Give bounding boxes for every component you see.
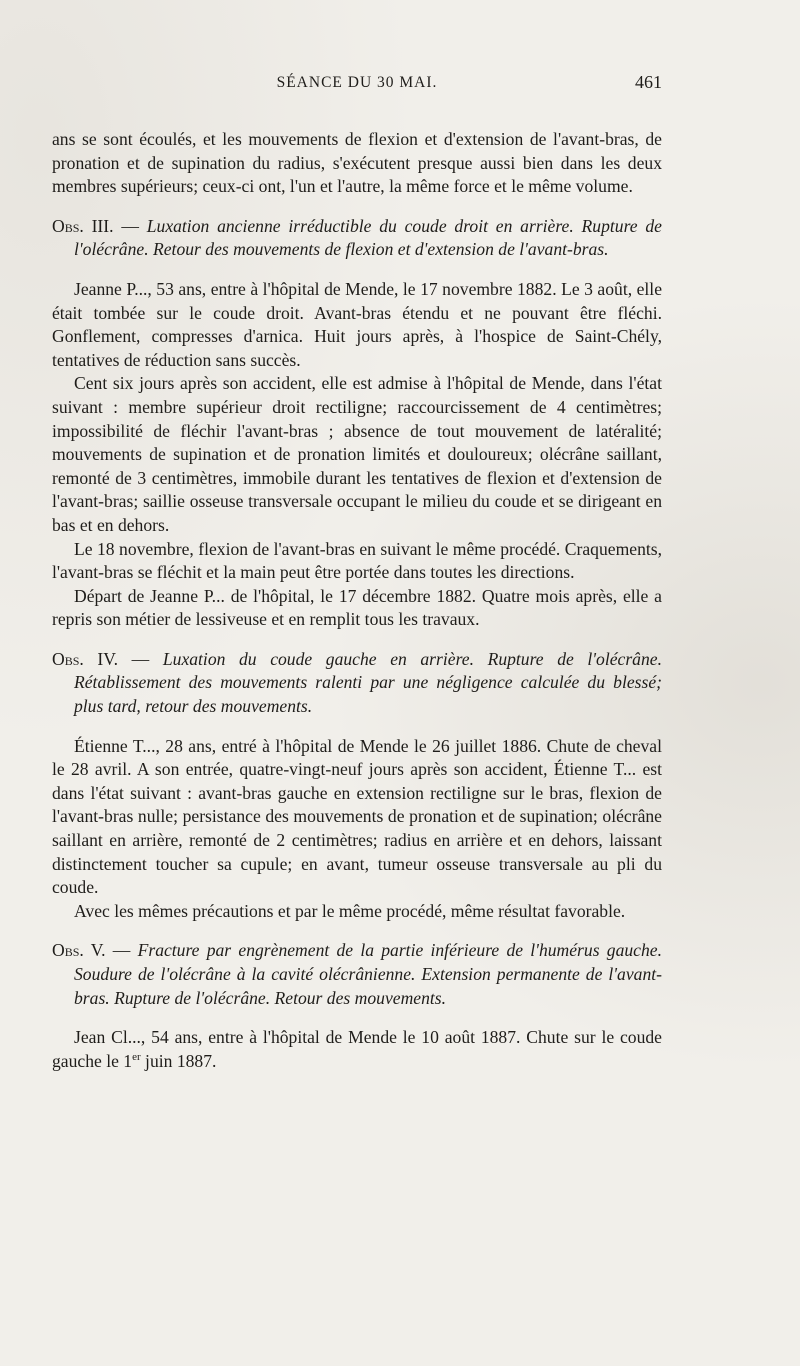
observation-title: Luxation ancienne irréductible du coude droit en arrière. Rupture de l'olécrâne. Retour des mouvements de flexion et d'extension de l'avant-bras.: [74, 215, 662, 260]
text-run: Jean Cl..., 54 ans, entre à l'hôpital de Mende le 10 août 1887. Chute sur le coude gauche le 1: [52, 1027, 662, 1071]
observation-heading-3: [52, 215, 662, 262]
paragraph-continuation: ans se sont écoulés, et les mouvements de flexion et d'extension de l'avant-bras, de pronation et de supination du radius, s'exécutent presque aussi bien dans les deux membres supérieurs; ceux-ci ont, l'un et l'autre, la même force et le même volume.: [52, 129, 662, 197]
observation-heading-5: [52, 939, 662, 1010]
running-header: [52, 74, 662, 104]
header-title: SÉANCE DU 30 MAI.: [276, 74, 438, 91]
paragraph: Jeanne P..., 53 ans, entre à l'hôpital de Mende, le 17 novembre 1882. Le 3 août, elle était tombée sur le coude droit. Avant-bras étendu et ne pouvant être fléchi. Gonflement, compresses d'arnica. Huit jours après, à l'hospice de Saint-Chély, tentatives de réduction sans succès.: [52, 278, 662, 370]
observation-title: Luxation du coude gauche en arrière. Rupture de l'olécrâne. Rétablissement des mouvements ralenti par une négligence calculée du blessé; plus tard, retour des mouvements.: [74, 648, 662, 717]
text-run: juin 1887.: [140, 1050, 217, 1071]
observation-title: Fracture par engrènement de la partie inférieure de l'humérus gauche. Soudure de l'olécrâne à la cavité olécrânienne. Extension permanente de l'avant-bras. Rupture de l'olécrâne. Retour des mouvements.: [74, 940, 662, 1008]
observation-label: Obs. IV. —: [52, 648, 150, 669]
page-number: 461: [635, 72, 662, 92]
observation-heading-4: [52, 648, 662, 719]
paragraph: [52, 1026, 662, 1073]
body-text: [52, 128, 662, 1073]
superscript: er: [132, 1050, 141, 1063]
paragraph: Le 18 novembre, flexion de l'avant-bras en suivant le même procédé. Craquements, l'avant-bras se fléchit et la main peut être portée dans toutes les directions.: [52, 538, 662, 583]
paragraph: Cent six jours après son accident, elle est admise à l'hôpital de Mende, dans l'état suivant : membre supérieur droit rectiligne; raccourcissement de 4 centimètres; impossibilité de fléchir l'avant-bras ; absence de tout mouvement de latéralité; mouvements de supination et de pronation limités et douloureux; olécrâne saillant, remonté de 3 centimètres, immobile durant les tentatives de flexion et d'extension de l'avant-bras; saillie osseuse transversale occupant le milieu du coude et se dirigeant en bas et en dehors.: [52, 373, 662, 535]
paragraph: Étienne T..., 28 ans, entré à l'hôpital de Mende le 26 juillet 1886. Chute de cheval le 28 avril. A son entrée, quatre-vingt-neuf jours après son accident, Étienne T... est dans l'état suivant : avant-bras gauche en extension rectiligne sur le bras, flexion de l'avant-bras nulle; persistance des mouvements de pronation et de supination; olécrâne saillant en arrière, remonté de 2 centimètres; radius en arrière et en dehors, laissant distinctement toucher sa cupule; en avant, tumeur osseuse transversale au pli du coude.: [52, 735, 662, 898]
paragraph: Avec les mêmes précautions et par le même procédé, même résultat favorable.: [74, 900, 626, 921]
observation-label: Obs. III. —: [52, 215, 139, 236]
paragraph: Départ de Jeanne P... de l'hôpital, le 17 décembre 1882. Quatre mois après, elle a repris son métier de lessiveuse et en remplit tous les travaux.: [52, 585, 662, 630]
observation-label: Obs. V. —: [52, 940, 131, 961]
